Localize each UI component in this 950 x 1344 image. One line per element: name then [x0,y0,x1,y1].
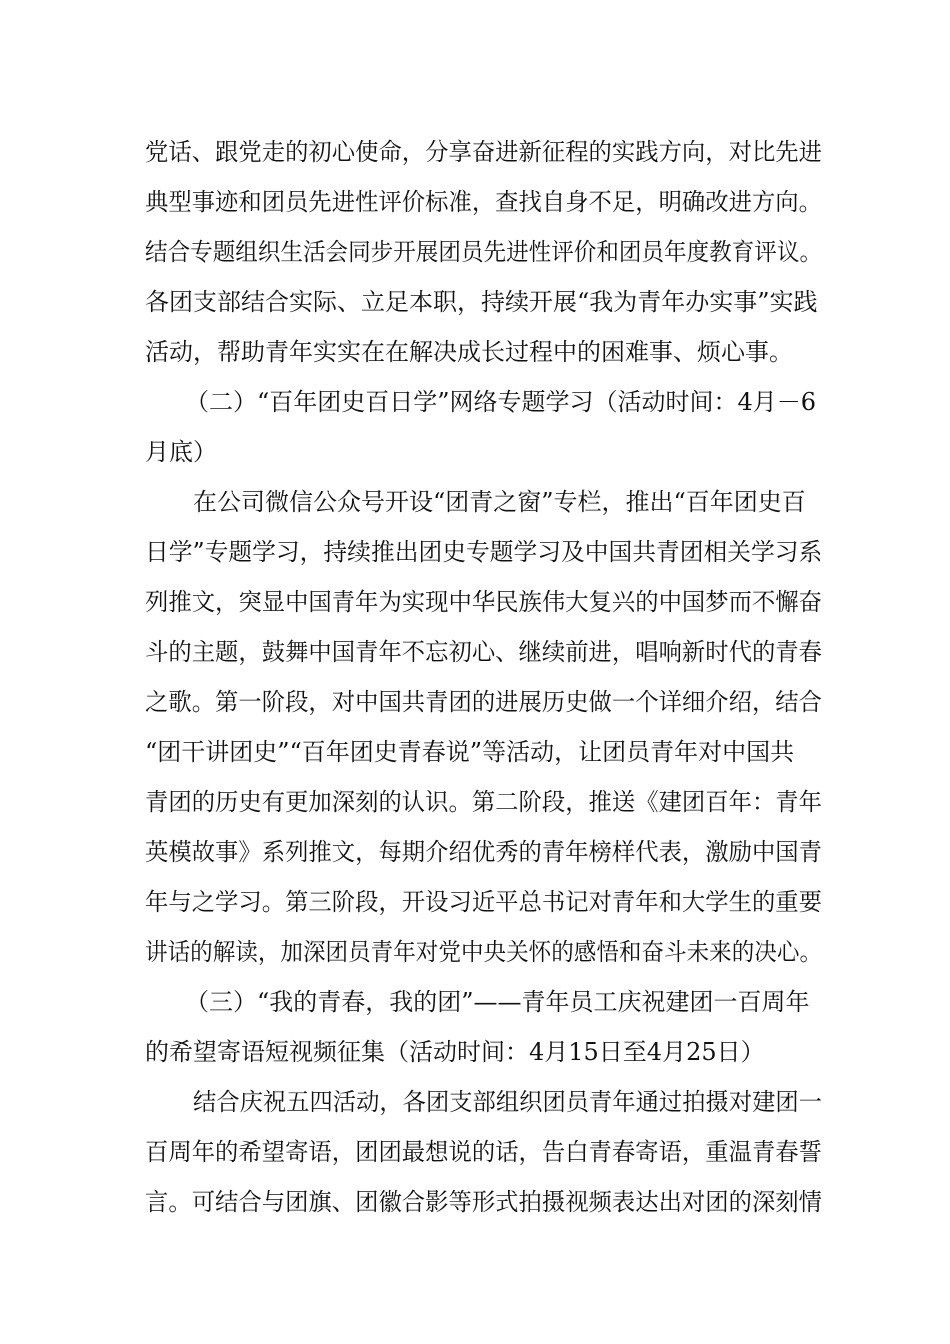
text-line: 结合庆祝五四活动，各团支部组织团员青年通过拍摄对建团一 [193,1088,823,1116]
text-line: 英模故事》系列推文，每期介绍优秀的青年榜样代表，激励中国青 [145,838,822,866]
section-heading: 的希望寄语短视频征集（活动时间：4月15日至4月25日） [145,1038,765,1066]
text-line: 百周年的希望寄语，团团最想说的话，告白青春寄语，重温青春誓 [145,1138,822,1166]
text-line: 列推文，突显中国青年为实现中华民族伟大复兴的中国梦而不懈奋 [145,588,822,616]
section-heading: （二）“百年团史百日学”网络专题学习（活动时间：4月－6 [185,388,817,416]
text-line: 年与之学习。第三阶段，开设习近平总书记对青年和大学生的重要 [145,888,822,916]
text-line: 日学”专题学习，持续推出团史专题学习及中国共青团相关学习系 [145,538,823,566]
section-heading: 月底） [145,438,217,466]
text-line: 言。可结合与团旗、团徽合影等形式拍摄视频表达出对团的深刻情 [145,1188,822,1216]
text-line: 斗的主题，鼓舞中国青年不忘初心、继续前进，唱响新时代的青春 [145,638,822,666]
section-heading: （三）“我的青春，我的团”——青年员工庆祝建团一百周年 [185,988,810,1016]
text-line: 活动，帮助青年实实在在解决成长过程中的困难事、烦心事。 [145,338,793,366]
text-line: 之歌。第一阶段，对中国共青团的进展历史做一个详细介绍，结合 [145,688,822,716]
text-line: “团干讲团史”“百年团史青春说”等活动，让团员青年对中国共 [145,738,795,766]
text-line: 结合专题组织生活会同步开展团员先进性评价和团员年度教育评议。 [145,238,823,266]
text-line: 典型事迹和团员先进性评价标准，查找自身不足，明确改进方向。 [145,188,822,216]
text-line: 讲话的解读，加深团员青年对党中央关怀的感悟和奋斗未来的决心。 [145,938,823,966]
text-line: 在公司微信公众号开设“团青之窗”专栏，推出“百年团史百 [193,488,806,516]
text-line: 党话、跟党走的初心使命，分享奋进新征程的实践方向，对比先进 [145,138,822,166]
text-line: 青团的历史有更加深刻的认识。第二阶段，推送《建团百年：青年 [145,788,822,816]
text-line: 各团支部结合实际、立足本职，持续开展“我为青年办实事”实践 [145,288,818,316]
